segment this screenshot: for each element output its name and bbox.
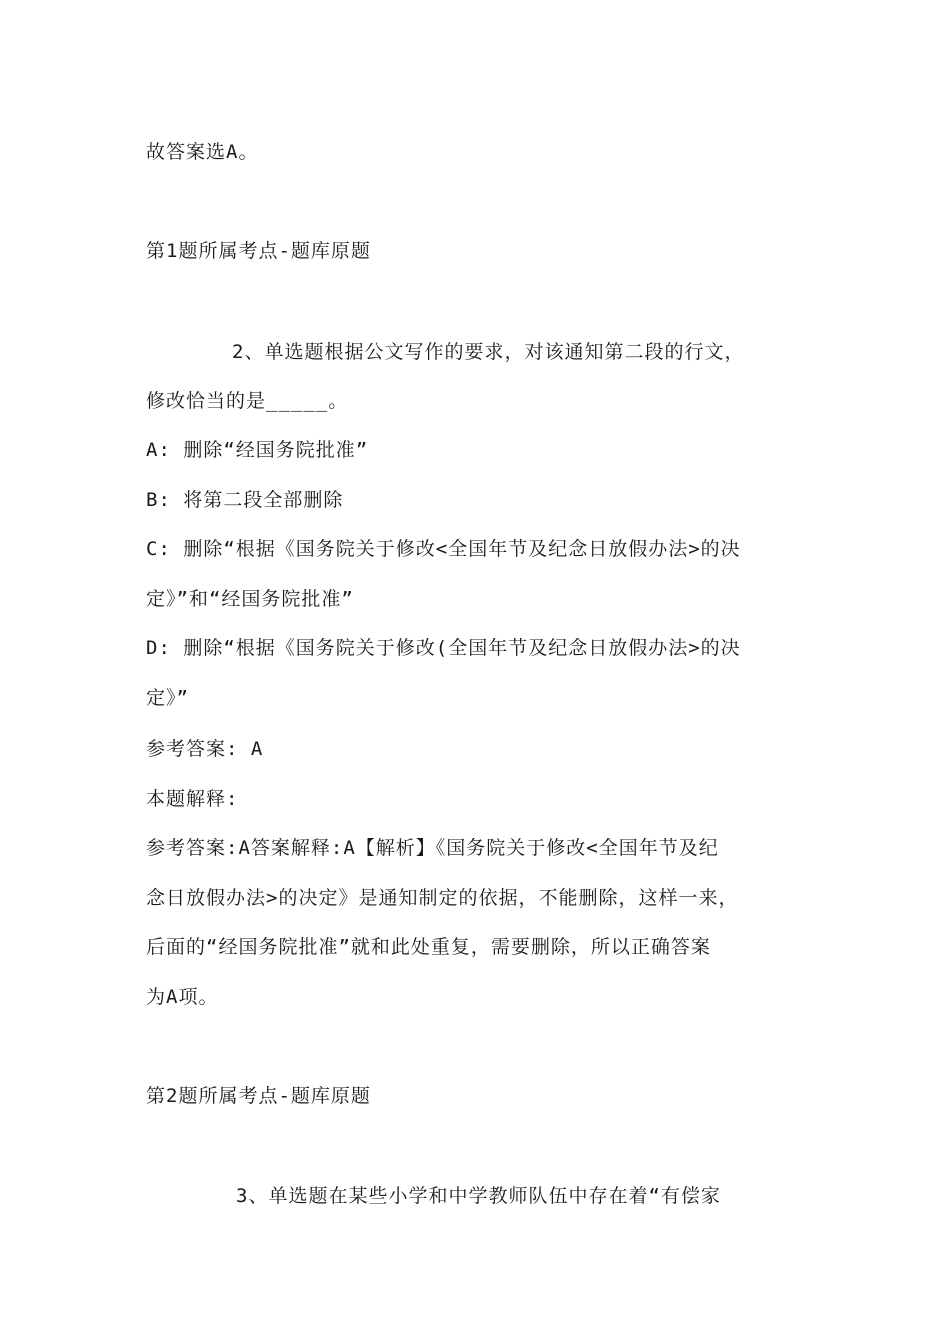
q2-explanation-line4: 为A项。 — [146, 986, 219, 1008]
q2-option-c-line1: C: 删除“根据《国务院关于修改<全国年节及纪念日放假办法>的决 — [146, 538, 741, 560]
q2-option-d-line2: 定》” — [146, 687, 189, 709]
q2-explanation-title: 本题解释: — [146, 788, 239, 810]
answer-conclusion: 故答案选A。 — [146, 141, 259, 163]
q2-option-a: A: 删除“经国务院批准” — [146, 439, 369, 461]
q2-explanation-line1: 参考答案:A答案解释:A【解析】《国务院关于修改<全国年节及纪 — [146, 837, 719, 859]
q2-explanation-line3: 后面的“经国务院批准”就和此处重复，需要删除，所以正确答案 — [146, 936, 711, 958]
q2-knowledge-point: 第2题所属考点-题库原题 — [146, 1085, 371, 1107]
q2-reference-answer: 参考答案: A — [146, 738, 264, 760]
q2-option-c-line2: 定》”和“经国务院批准” — [146, 588, 354, 610]
q2-option-d-line1: D: 删除“根据《国务院关于修改(全国年节及纪念日放假办法>的决 — [146, 637, 741, 659]
q1-knowledge-point: 第1题所属考点-题库原题 — [146, 240, 371, 262]
q2-stem-line2: 修改恰当的是_____。 — [146, 390, 349, 412]
q2-stem-line1: 2、单选题根据公文写作的要求，对该通知第二段的行文， — [232, 341, 745, 363]
q3-stem-line1: 3、单选题在某些小学和中学教师队伍中存在着“有偿家 — [236, 1185, 721, 1207]
q2-option-b: B: 将第二段全部删除 — [146, 489, 344, 511]
q2-explanation-line2: 念日放假办法>的决定》是通知制定的依据，不能删除，这样一来， — [146, 887, 739, 909]
